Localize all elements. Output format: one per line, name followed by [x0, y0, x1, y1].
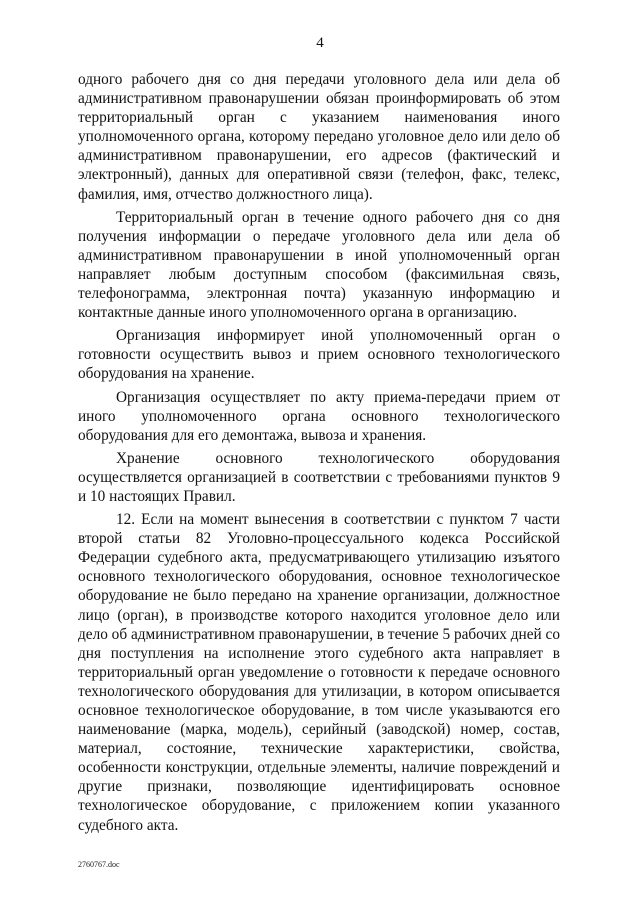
paragraph-2: Территориальный орган в течение одного рабочего дня со дня получения информации о передаче уголовного дела или дела об административном правонарушении в иной уполномоченный орган направляет любым доступным способом (факсимильная связь, телефонограмма, электронная почта) указанную информацию и контактные данные иного уполномоченного органа в организацию.: [78, 208, 560, 322]
paragraph-3: Организация информирует иной уполномоченный орган о готовности осуществить вывоз и прием основного технологического оборудования на хранение.: [78, 327, 560, 383]
document-body: [78, 70, 560, 839]
document-filename: 2760767.doc: [78, 860, 120, 869]
paragraph-5: Хранение основного технологического оборудования осуществляется организацией в соответствии с требованиями пунктов 9 и 10 настоящих Правил.: [78, 449, 560, 505]
paragraph-6: 12. Если на момент вынесения в соответствии с пунктом 7 части второй статьи 82 Уголовно-процессуального кодекса Российской Федерации судебного акта, предусматривающего утилизацию изъятого основного технологического оборудования, основное технологическое оборудование не было передано на хранение организации, должностное лицо (орган), в производстве которого находится уголовное дело или дело об административном правонарушении, в течение 5 рабочих дней со дня поступления на исполнение этого судебного акта направляет в территориальный орган уведомление о готовности к передаче основного технологического оборудования для утилизации, в котором описывается основное технологическое оборудование, в том числе указываются его наименование (марка, модель), серийный (заводской) номер, состав, материал, состояние, технические характеристики, свойства, особенности конструкции, отдельные элементы, наличие повреждений и другие признаки, позволяющие идентифицировать основное технологическое оборудование, с приложением копии указанного судебного акта.: [78, 511, 560, 834]
page-number: 4: [316, 35, 324, 51]
paragraph-4: Организация осуществляет по акту приема-передачи прием от иного уполномоченного органа основного технологического оборудования для его демонтажа, вывоза и хранения.: [78, 388, 560, 444]
paragraph-1: одного рабочего дня со дня передачи уголовного дела или дела об административном правонарушении обязан проинформировать об этом территориальный орган с указанием наименования иного уполномоченного органа, которому передано уголовное дело или дело об административном правонарушении, его адресов (фактический и электронный), данных для оперативной связи (телефон, факс, телекс, фамилия, имя, отчество должностного лица).: [78, 71, 560, 203]
